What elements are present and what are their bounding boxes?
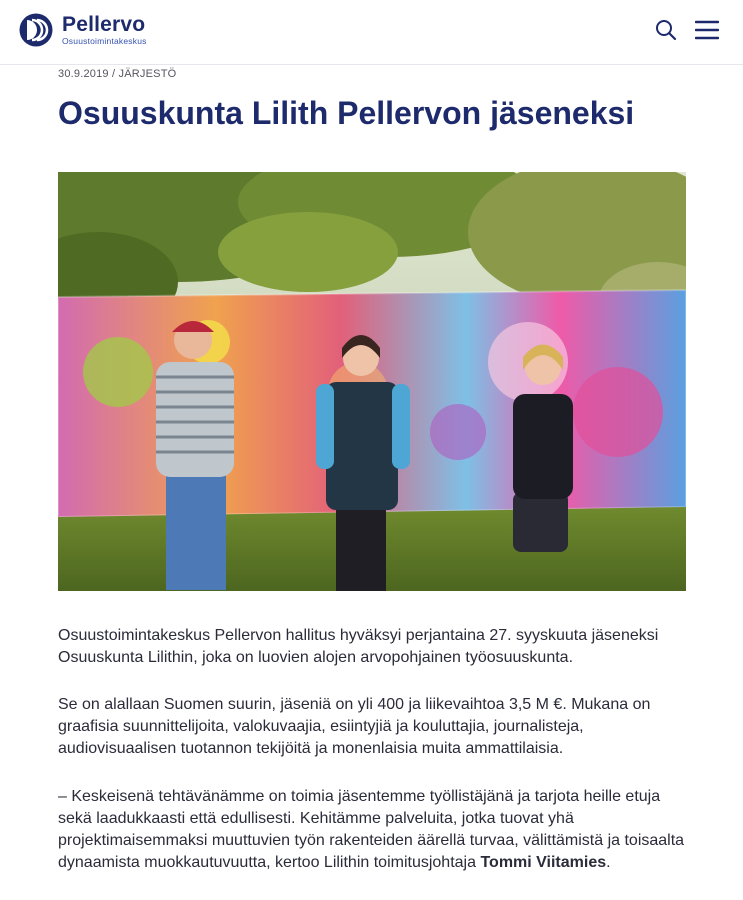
article-category-link[interactable]: JÄRJESTÖ — [118, 68, 177, 80]
search-icon — [655, 19, 677, 41]
menu-button[interactable] — [693, 16, 721, 44]
hamburger-menu-icon — [695, 20, 719, 40]
quote-end: . — [606, 854, 611, 871]
article-paragraph-1: Osuustoimintakeskus Pellervon hallitus hyväksyi perjantaina 27. syyskuuta jäseneksi Osuuskunta Lilithin, joka on luovien alojen arvopohjainen työosuuskunta. — [58, 627, 659, 666]
article-date: 30.9.2019 — [58, 68, 109, 80]
article-hero-image — [58, 172, 686, 591]
brand-tagline: Osuustoimintakeskus — [62, 36, 147, 47]
meta-separator: / — [112, 68, 116, 80]
pellervo-logo[interactable] — [18, 12, 147, 48]
article-quote-paragraph — [58, 786, 688, 874]
article-title: Osuuskunta Lilith Pellervon jäseneksi — [58, 95, 635, 131]
logo-text — [62, 14, 147, 46]
search-button[interactable] — [652, 16, 680, 44]
article-meta — [58, 68, 176, 80]
quote-text: – Keskeisenä tehtävänämme on toimia jäsentemme työllistäjänä ja tarjota heille etuja sekä laadukkaasti että edullisesti. Kehitämme palveluita, jotka tuovat yhä projektimaisemmaksi muuttuvien työn rakenteiden äärellä turvaa, välittämistä ja toisaalta dynaamista muokkautuvuutta, kertoo Lilithin toimitusjohtaja — [58, 788, 685, 871]
pellervo-logo-mark-icon — [18, 12, 54, 48]
site-header — [0, 0, 743, 65]
brand-name: Pellervo — [62, 13, 146, 37]
article-paragraph-2: Se on alallaan Suomen suurin, jäseniä on yli 400 ja liikevaihtoa 3,5 M €. Mukana on graafisia suunnittelijoita, valokuvaajia, esiintyjiä ja kouluttajia, journalisteja, audiovisuaalisen tuotannon tekijöitä ja monenlaisia muita ammattilaisia. — [58, 696, 651, 757]
quote-speaker: Tommi Viitamies — [480, 854, 607, 871]
